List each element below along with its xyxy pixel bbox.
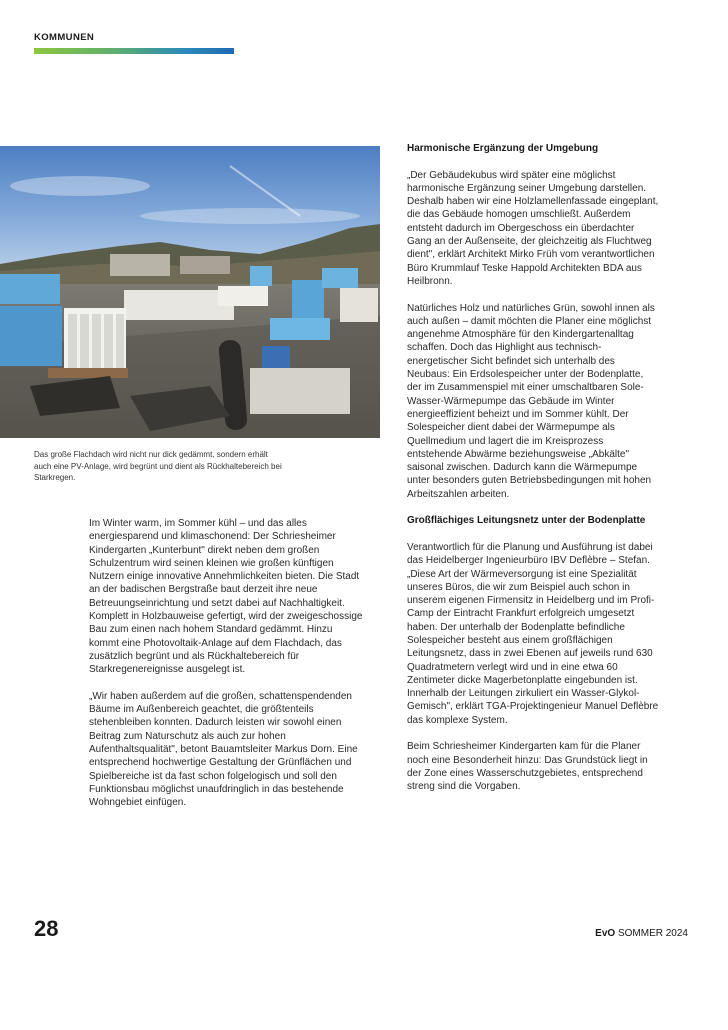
paragraph: Im Winter warm, im Sommer kühl – und das alles energiesparend und klimaschonend: Der Schriesheimer Kindergarten „Kunterbunt" direkt neben dem großen Schulzentrum wird seinen kleinen wie großen künftigen Nutzern einige innovative Annehmlichkeiten bieten. Die Stadt an der badischen Bergstraße baut derzeit ihre neue Betreuungseinrichtung und setzt dabei auf Nachhaltigkeit. Komplett in Holzbauweise gefertigt, wird der zweigeschossige Bau zum einen nach hohem Standard gedämmt. Hinzu kommt eine Photovoltaik-Anlage auf dem Flachdach, das zusätzlich begrünt und als Rückhaltebereich für Starkregenereignisse ausgelegt ist. xyxy=(89,518,363,676)
article-column-left xyxy=(89,517,363,823)
article-column-right xyxy=(407,142,659,807)
section-label: KOMMUNEN xyxy=(34,32,95,43)
construction-site-photo xyxy=(0,146,380,438)
subheading: Harmonische Ergänzung der Umgebung xyxy=(407,143,599,154)
subheading: Großflächiges Leitungsnetz unter der Bodenplatte xyxy=(407,515,646,527)
footer-publication xyxy=(595,928,688,939)
page-number: 28 xyxy=(34,916,59,941)
paragraph: Natürliches Holz und natürliches Grün, sowohl innen als auch außen – damit möchten die Planer eine möglichst angenehme Atmosphäre für den Kindergartenalltag schaffen. Doch das Highlight aus technisch-energetischer Sicht befindet sich unterhalb des Neubaus: Ein Erdsolespeicher unter der Bodenplatte, der im Zusammenspiel mit einer umschaltbaren Sole-Wasser-Wärmepumpe das Gebäude im Winter energieeffizient beheizt und im Sommer kühlt. Der Solespeicher dient dabei der Wärmepumpe als Quellmedium und lagert die im Kreisprozess entstehende Abwärme beziehungsweise „Abkälte" saisonal zwischen. Dadurch kann die Wärmepumpe unter besonders guten Betriebsbedingungen mit hohen Arbeitszahlen arbeiten. xyxy=(407,302,655,500)
section-accent-bar xyxy=(34,48,234,54)
paragraph: Beim Schriesheimer Kindergarten kam für die Planer noch eine Besonderheit hinzu: Das Grundstück liegt in der Zone eines Wasserschutzgebietes, entsprechend streng sind die Vorgaben. xyxy=(407,741,648,793)
photo-caption: Das große Flachdach wird nicht nur dick gedämmt, sondern erhält auch eine PV-Anlage, wird begrünt und dient als Rückhaltebereich bei Starkregen. xyxy=(34,450,282,482)
brand-name: EvO xyxy=(595,928,616,939)
paragraph: „Wir haben außerdem auf die großen, schattenspendenden Bäume im Außenbereich geachtet, die größtenteils stehenbleiben konnten. Dadurch leisten wir sowohl einen Beitrag zum Naturschutz als auch zur hohen Aufenthaltsqualität", betont Bauamtsleiter Markus Dorn. Eine entsprechend hochwertige Gestaltung der Grünflächen und Spielbereiche ist da fast schon folgelogisch und soll den Funktionsbau möglichst unaufdringlich in das bestehende Wohngebiet einfügen. xyxy=(89,690,358,809)
paragraph: Verantwortlich für die Planung und Ausführung ist dabei das Heidelberger Ingenieurbüro IBV Deflèbre – Stefan. „Diese Art der Wärmeversorgung ist eine Spezialität unseres Büros, die wir zum Beispiel auch schon in unserem eigenen Firmensitz in Heidelberg und im Profi-Camp der Eintracht Frankfurt erfolgreich umgesetzt haben. Der unterhalb der Bodenplatte befindliche Solespeicher besteht aus einem großflächigen Leitungsnetz, dass in zwei Ebenen auf jeweils rund 630 Quadratmetern verlegt wird und in eine etwa 60 Zentimeter dicke Magerbetonplatte eingebunden ist. Innerhalb der Leitungen zirkuliert ein Wasser-Glykol-Gemisch", erklärt TGA-Projektingenieur Manuel Deflèbre das komplexe System. xyxy=(407,541,659,726)
issue-label: SOMMER 2024 xyxy=(617,928,688,939)
paragraph: „Der Gebäudekubus wird später eine möglichst harmonische Ergänzung seiner Umgebung darstellen. Deshalb haben wir eine Holzlamellenfassade eingeplant, die das Gebäude homogen umschließt. Außerdem entsteht dadurch im Obergeschoss ein überdachter Gang an der Außenseite, der gleichzeitig als Fluchtweg dient", erklärt Architekt Mirko Früh vom verantwortlichen Büro Krummlauf Teske Happold Architekten BDA aus Heilbronn. xyxy=(407,169,659,287)
